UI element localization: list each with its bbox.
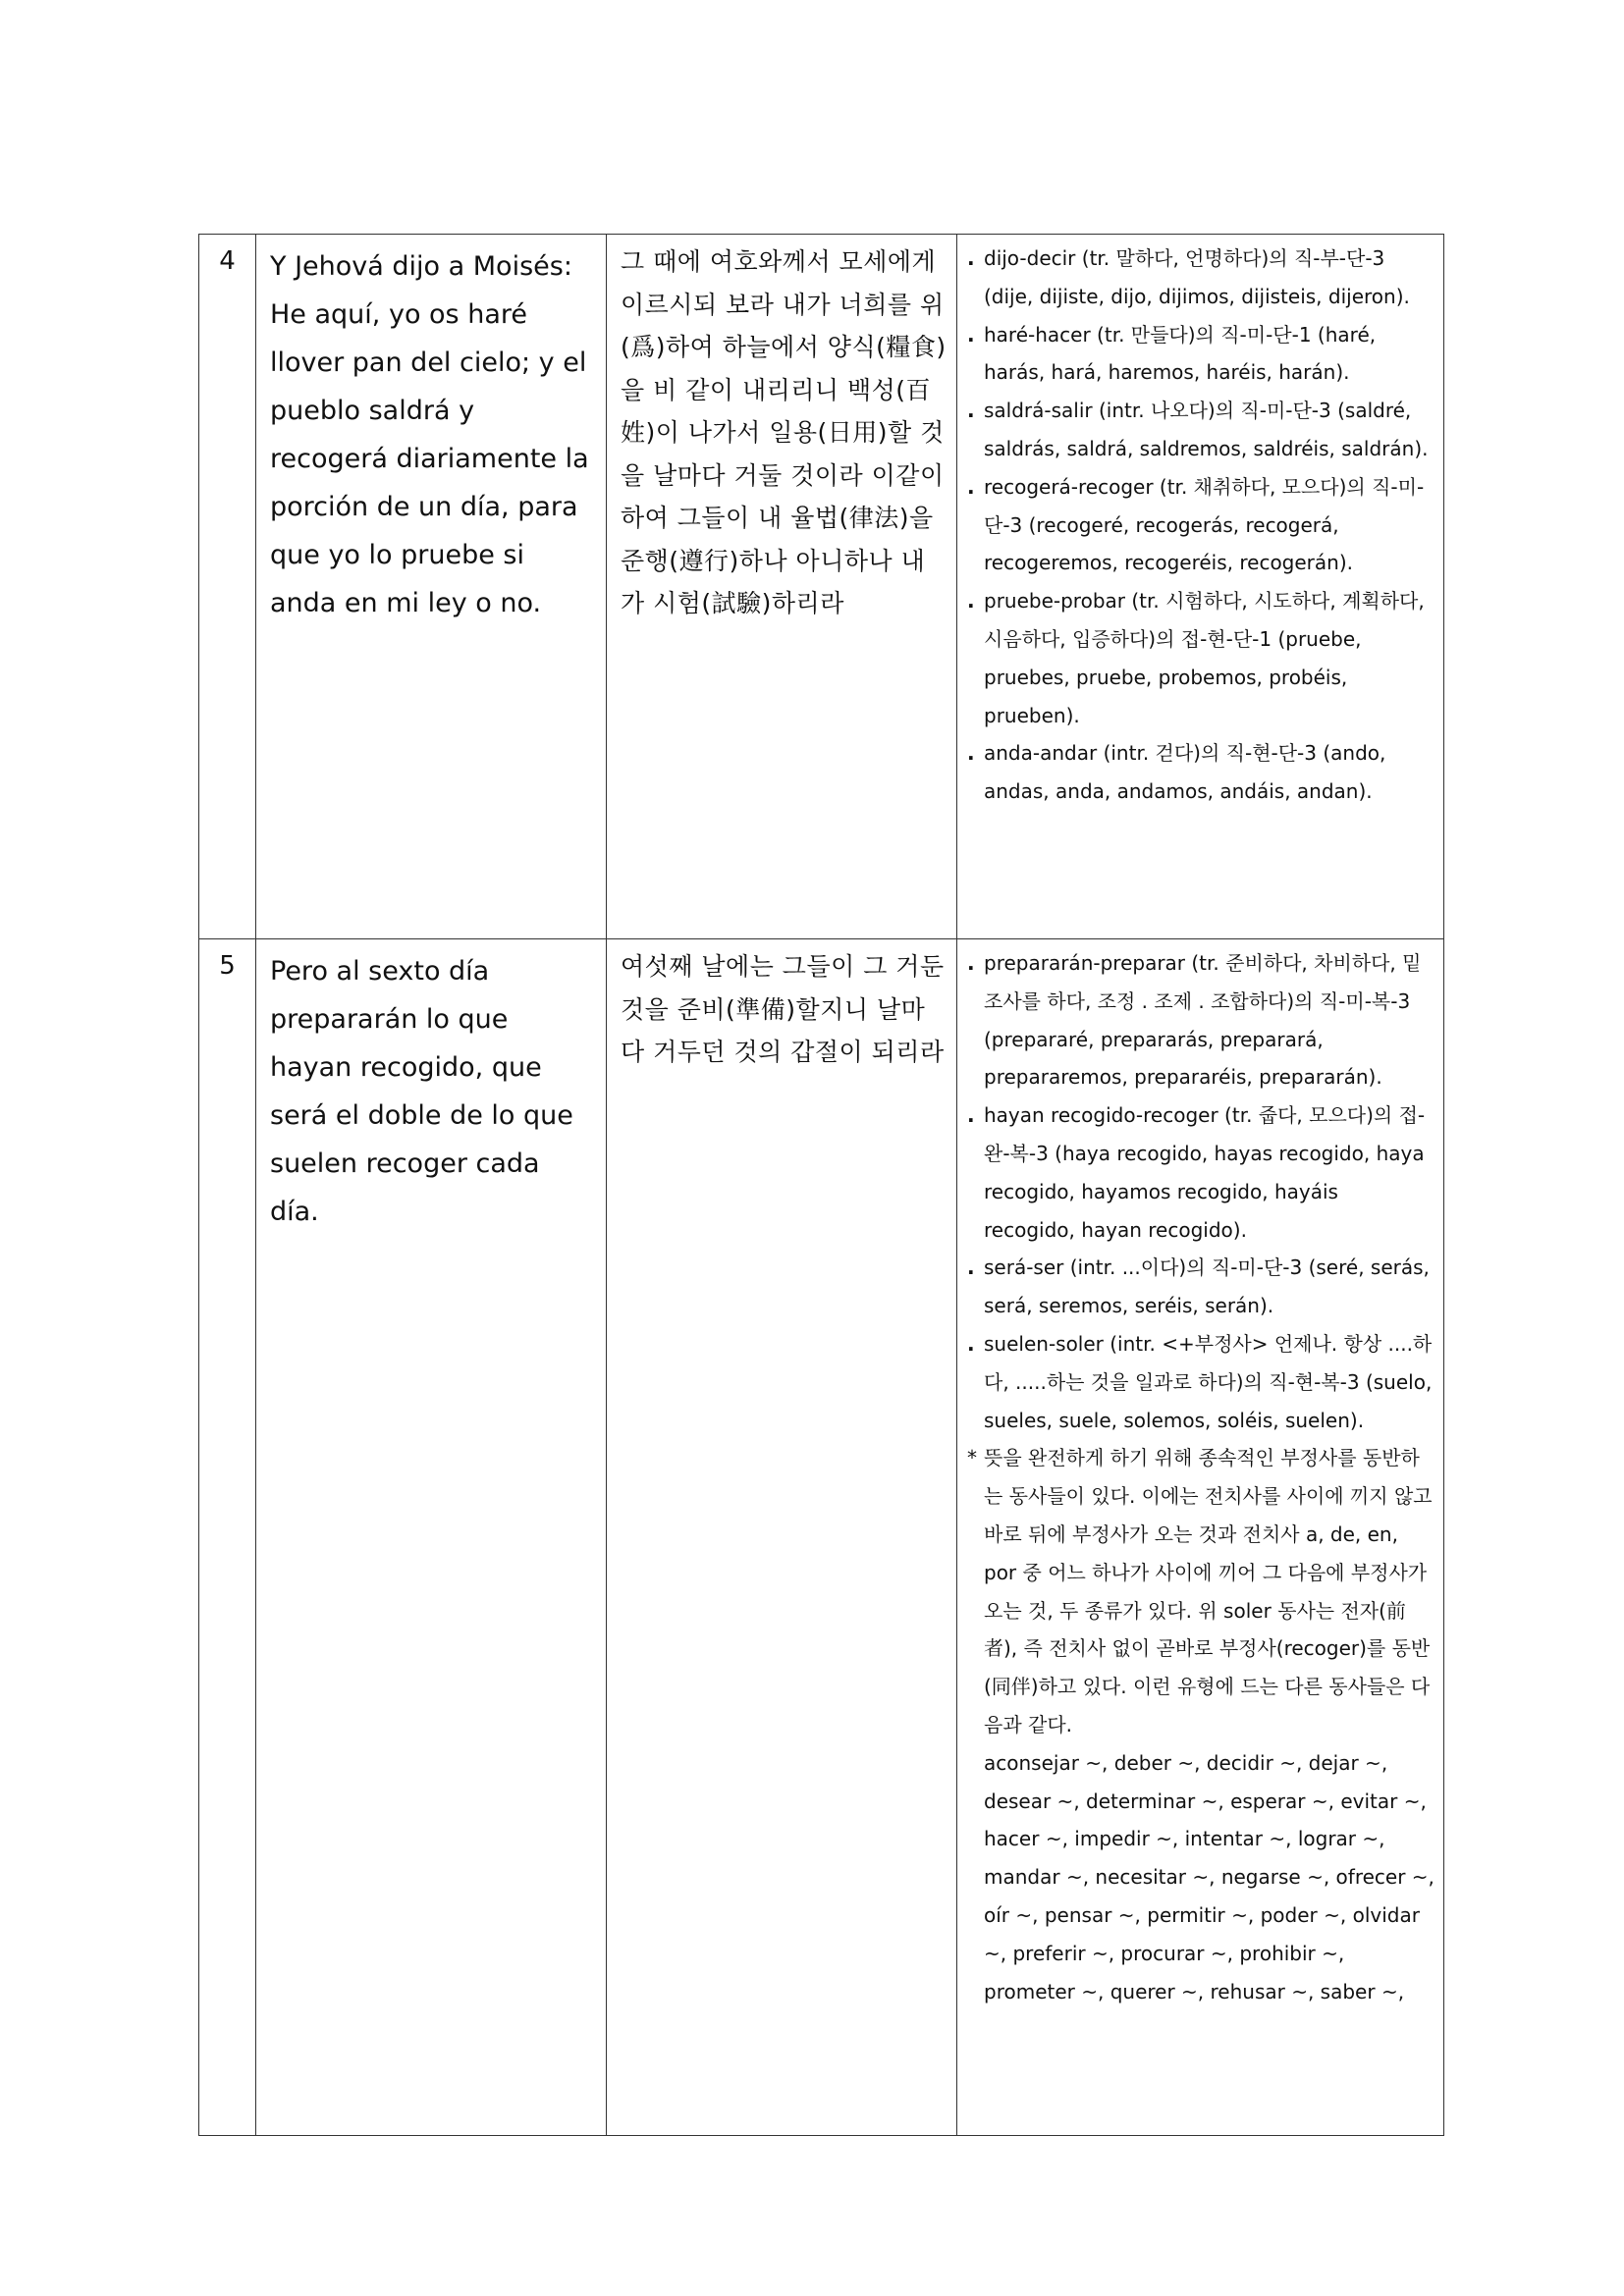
grammar-note: . saldrá-salir (intr. 나오다)의 직-미-단-3 (saldré, saldrás, saldrá, saldremos, saldréis, saldrán). (967, 399, 1429, 460)
grammar-note: . haré-hacer (tr. 만들다)의 직-미-단-1 (haré, harás, hará, haremos, haréis, harán). (967, 322, 1377, 385)
verse-number: 5 (199, 939, 256, 2136)
spanish-text: Y Jehová dijo a Moisés: He aquí, yo os haré llover pan del cielo; y el pueblo saldrá y recogerá diariamente la porción de un día, para que yo lo pruebe si anda en mi ley o no. (256, 235, 607, 939)
grammar-note: . prepararán-preparar (tr. 준비하다, 차비하다, 밑조사를 하다, 조정 . 조제 . 조합하다)의 직-미-복-3 (prepararé, prepararás, preparará, prepararemos, prepararéis, prepararán). (967, 951, 1422, 1090)
table-row (199, 235, 1444, 939)
grammar-note: . será-ser (intr. ...이다)의 직-미-단-3 (seré, serás, será, seremos, seréis, serán). (967, 1255, 1430, 1318)
grammar-note: . suelen-soler (intr. <+부정사> 언제나. 항상 ....하다, .....하는 것을 일과로 하다)의 직-현-복-3 (suelo, sueles, suele, solemos, soléis, suelen). (967, 1331, 1433, 1432)
asterisk-note: * 뜻을 완전하게 하기 위해 종속적인 부정사를 동반하는 동사들이 있다. 이에는 전치사를 사이에 끼지 않고 바로 뒤에 부정사가 오는 것과 전치사 a, de, en, por 중 어느 하나가 사이에 끼어 그 다음에 부정사가 오는 것, 두 종류가 있다. 위 soler 동사는 전자(前者), 즉 전치사 없이 곧바로 부정사(recoger)를 동반(同伴)하고 있다. 이런 유형에 드는 다른 동사들은 다음과 같다. (967, 1446, 1433, 1736)
korean-text: 그 때에 여호와께서 모세에게 이르시되 보라 내가 너희를 위(爲)하여 하늘에서 양식(糧食)을 비 같이 내리리니 백성(百姓)이 나가서 일용(日用)할 것을 날마다 거둘 것이라 이같이 하여 그들이 내 율법(律法)을 준행(遵行)하나 아니하나 내가 시험(試驗)하리라 (607, 235, 957, 939)
grammar-note: . recogerá-recoger (tr. 채취하다, 모으다)의 직-미-단-3 (recogeré, recogerás, recogerá, recogeremos, recogeréis, recogerán). (967, 474, 1425, 575)
grammar-note: . pruebe-probar (tr. 시험하다, 시도하다, 계획하다, 시음하다, 입증하다)의 접-현-단-1 (pruebe, pruebes, pruebe, probemos, probéis, prueben). (967, 589, 1425, 727)
spanish-text: Pero al sexto día prepararán lo que hayan recogido, que será el doble de lo que suelen recoger cada día. (256, 939, 607, 2136)
grammar-note: . dijo-decir (tr. 말하다, 언명하다)의 직-부-단-3 (dije, dijiste, dijo, dijimos, dijisteis, dijeron). (967, 246, 1410, 308)
verse-number: 4 (199, 235, 256, 939)
verb-list: aconsejar ~, deber ~, decidir ~, dejar ~, desear ~, determinar ~, esperar ~, evitar ~, hacer ~, impedir ~, intentar ~, lograr ~, mandar ~, necesitar ~, negarse ~, ofrecer ~, oír ~, pensar ~, permitir ~, poder ~, olvidar ~, preferir ~, procurar ~, prohibir ~, prometer ~, querer ~, rehusar ~, saber ~, (984, 1750, 1435, 2003)
grammar-notes (957, 939, 1444, 2136)
verse-table (198, 234, 1444, 2136)
grammar-notes (957, 235, 1444, 939)
table-row (199, 939, 1444, 2136)
grammar-note: . hayan recogido-recoger (tr. 줍다, 모으다)의 접-완-복-3 (haya recogido, hayas recogido, haya recogido, hayamos recogido, hayáis recogido, hayan recogido). (967, 1103, 1426, 1242)
grammar-note: . anda-andar (intr. 걷다)의 직-현-단-3 (ando, andas, anda, andamos, andáis, andan). (967, 741, 1386, 804)
korean-text: 여섯째 날에는 그들이 그 거둔 것을 준비(準備)할지니 날마다 거두던 것의 갑절이 되리라 (607, 939, 957, 2136)
